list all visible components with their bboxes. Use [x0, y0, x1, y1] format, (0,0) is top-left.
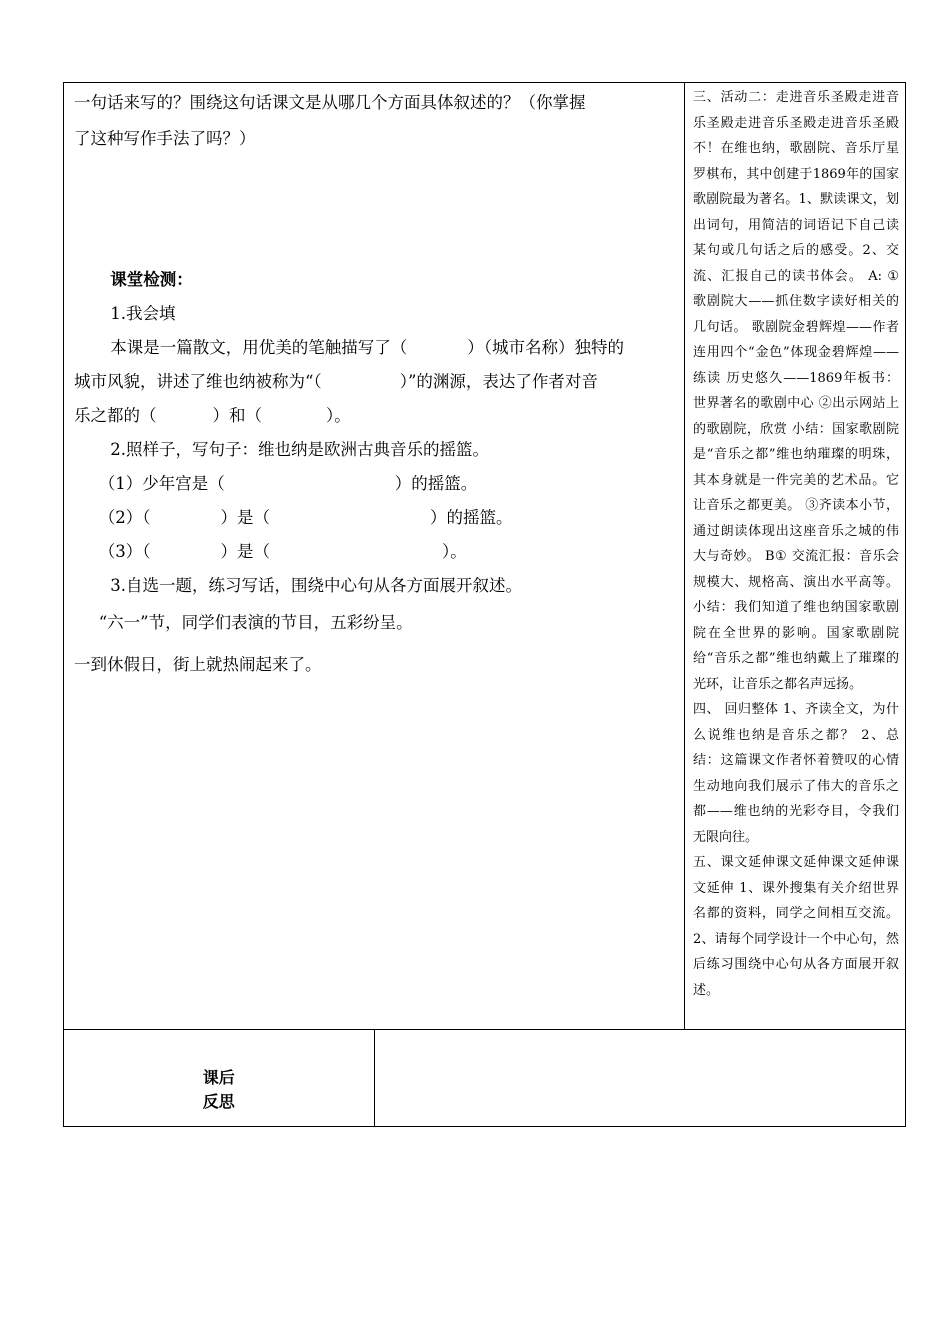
content-row [64, 83, 906, 1030]
test-heading: 课堂检测： [110, 270, 193, 289]
q2-item2: （2）（ ）是（ ）的摇篮。 [98, 508, 513, 527]
intro-question-line2: 了这种写作手法了吗？） [74, 129, 256, 148]
intro-question-line1: 一句话来写的？围绕这句话课文是从哪几个方面具体叙述的？（你掌握 [74, 93, 586, 112]
q2-title: 2.照样子，写句子：维也纳是欧洲古典音乐的摇篮。 [110, 440, 490, 459]
reflection-content-cell[interactable] [374, 1030, 906, 1127]
reflection-label: 课后 反思 [202, 1068, 235, 1111]
activity-extension-notes: 五、课文延伸课文延伸课文延伸课文延伸 1、课外搜集有关介绍世界名都的资料，同学之间相互交流。2、请每个同学设计一个中心句，然后练习围绕中心句从各方面展开叙述。 [693, 855, 899, 998]
lesson-plan-table [63, 82, 906, 1127]
q3-option1: “六一”节，同学们表演的节目，五彩纷呈。 [98, 613, 413, 632]
q1-line3: 乐之都的（ ）和（ ）。 [74, 406, 351, 425]
q1-line2: 城市风貌，讲述了维也纳被称为“（ ）”的渊源，表达了作者对音 [74, 372, 598, 391]
answer-space [74, 157, 676, 261]
activity-notes-cell [685, 83, 906, 1030]
q2-item3: （3）（ ）是（ ）。 [98, 542, 467, 561]
reflection-row [64, 1030, 906, 1127]
activity-review-notes: 四、 回归整体 1、齐读全文，为什么说维也纳是音乐之都？ 2、总结：这篇课文作者怀着赞叹的心情生动地向我们展示了伟大的音乐之都——维也纳的光彩夺目，令我们无限向往。 [693, 702, 899, 845]
reflection-label-cell [64, 1030, 375, 1127]
q1-title: 1.我会填 [110, 304, 176, 323]
q1-line1: 本课是一篇散文，用优美的笔触描写了（ ）（城市名称）独特的 [110, 338, 625, 357]
q3-title: 3.自选一题，练习写话，围绕中心句从各方面展开叙述。 [110, 576, 523, 595]
practice-cell [64, 83, 685, 1030]
q3-option2: 一到休假日，街上就热闹起来了。 [74, 655, 322, 674]
activity-two-notes: 三、活动二：走进音乐圣殿走进音乐圣殿走进音乐圣殿走进音乐圣殿 不！在维也纳，歌剧院、音乐厅星罗棋布，其中创建于1869年的国家歌剧院最为著名。1、默读课文，划出词句，用简洁的词语记下自己读某句或几句话之后的感受。2、交流、汇报自己的读书体会。 A: ① 歌剧院大——抓住数字读好相关的几句话。 歌剧院金碧辉煌——作者连用四个“金色”体现金碧辉煌——练读 历史悠久——1869年板书：世界著名的歌剧中心 ②出示网站上的歌剧院，欣赏 小结：国家歌剧院是“音乐之都”维也纳璀璨的明珠，其本身就是一件完美的艺术品。它让音乐之都更美。 ③齐读本小节，通过朗读体现出这座音乐之城的伟大与奇妙。 B① 交流汇报：音乐会规模大、规格高、演出水平高等。 小结：我们知道了维也纳国家歌剧院在全世界的影响。国家歌剧院给“音乐之都”维也纳戴上了璀璨的光环，让音乐之都名声远扬。 [693, 90, 899, 692]
q2-item1: （1）少年宫是（ ）的摇篮。 [98, 474, 478, 493]
